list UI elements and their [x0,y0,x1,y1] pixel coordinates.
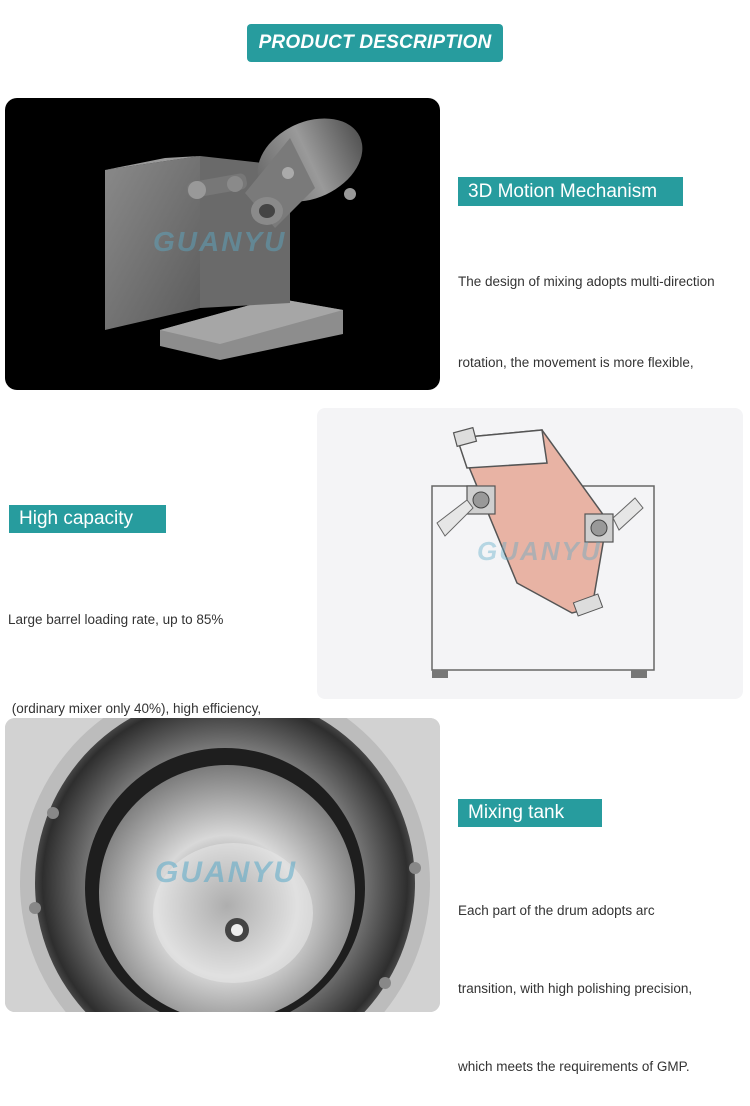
motion-mechanism-title: 3D Motion Mechanism [468,180,658,202]
mixing-tank-title: Mixing tank [468,802,565,823]
watermark: GUANYU [155,856,298,889]
mixing-tank-description: Each part of the drum adopts arc transition, with high polishing precision, which meets the requirements of GMP. [458,903,693,1074]
motion-mechanism-description: The design of mixing adopts multi-direction rotation, the movement is more flexible, [458,274,715,370]
header-title: PRODUCT DESCRIPTION [258,32,492,53]
high-capacity-description: Large barrel loading rate, up to 85% (ordinary mixer only 40%), high efficiency, [8,612,262,716]
motion-mechanism-image [5,98,440,390]
product-description-header [247,24,503,62]
mixing-tank-tag [458,799,602,827]
high-capacity-image [317,408,743,699]
motion-mechanism-tag [458,177,683,206]
watermark: GUANYU [153,226,287,257]
high-capacity-tag [9,505,166,533]
mixing-tank-image [5,718,440,1012]
high-capacity-title: High capacity [19,508,134,529]
watermark: GUANYU [477,536,602,566]
